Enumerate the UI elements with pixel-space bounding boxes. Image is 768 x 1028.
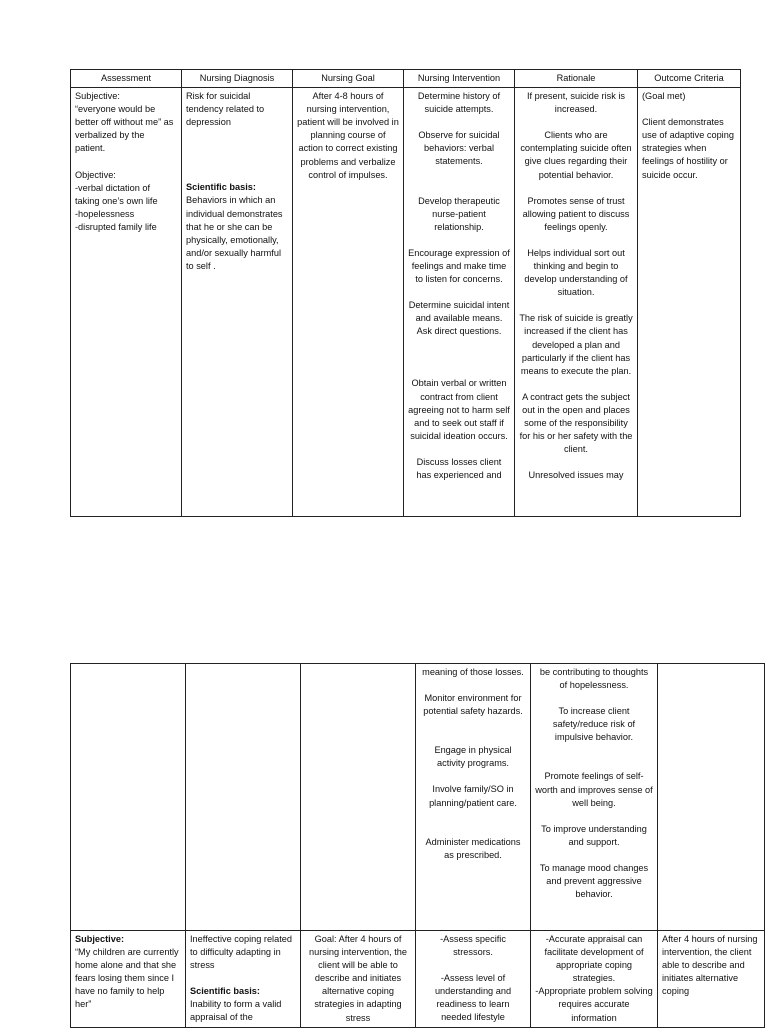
goal-text: Goal: After 4 hours of nursing intervention, the client will be able to describe and initiates alternative coping strategies in adapting stress bbox=[308, 934, 408, 1023]
header-rationale: Rationale bbox=[515, 70, 638, 88]
goal-cell bbox=[293, 88, 404, 517]
header-outcome-criteria: Outcome Criteria bbox=[638, 70, 741, 88]
intervention-item: Discuss losses client has experienced and bbox=[416, 456, 502, 480]
rationale-item: be contributing to thoughts of hopelessness. bbox=[539, 667, 649, 691]
header-nursing-diagnosis: Nursing Diagnosis bbox=[182, 70, 293, 88]
diagnosis-text: Ineffective coping related to difficulty adapting in stress bbox=[190, 934, 292, 971]
subjective-text: “everyone would be better off without me” as verbalized by the patient. bbox=[75, 104, 174, 154]
rationale-item: Promote feelings of self-worth and improves sense of well being. bbox=[535, 771, 653, 808]
intervention-item: meaning of those losses. bbox=[422, 667, 524, 677]
table-row bbox=[71, 88, 741, 517]
rationale-cell bbox=[531, 664, 658, 931]
table-row bbox=[71, 664, 765, 931]
outcome-status: (Goal met) bbox=[642, 91, 686, 102]
header-nursing-goal: Nursing Goal bbox=[293, 70, 404, 88]
intervention-item: Encourage expression of feelings and make time to listen for concerns. bbox=[408, 247, 510, 285]
scientific-basis-label: Scientific basis: bbox=[186, 182, 256, 193]
rationale-item: Helps individual sort out thinking and begin to develop understanding of situation. bbox=[524, 247, 628, 298]
rationale-item: The risk of suicide is greatly increased if the client has developed a plan and particularly if the client has means to execute the plan. bbox=[519, 313, 633, 376]
rationale-cell bbox=[531, 931, 658, 1028]
objective-item: -verbal dictation of taking one’s own life bbox=[75, 182, 158, 206]
header-nursing-intervention: Nursing Intervention bbox=[404, 70, 515, 88]
assessment-cell bbox=[71, 664, 186, 931]
goal-cell bbox=[301, 664, 416, 931]
rationale-item: A contract gets the subject out in the open and places some of the responsibility for his or her safety with the client. bbox=[519, 391, 633, 455]
intervention-cell bbox=[416, 931, 531, 1028]
diagnosis-cell bbox=[182, 88, 293, 517]
rationale-item: Promotes sense of trust allowing patient to discuss feelings openly. bbox=[522, 195, 630, 232]
objective-item: -hopelessness bbox=[75, 208, 135, 219]
rationale-item: -Accurate appraisal can facilitate development of appropriate coping strategies. bbox=[544, 934, 644, 984]
intervention-item: Observe for suicidal behaviors: verbal statements. bbox=[418, 130, 500, 167]
rationale-item: Unresolved issues may bbox=[528, 470, 624, 481]
outcome-text: Client demonstrates use of adaptive coping strategies when feelings of hostility or suicide occur. bbox=[642, 117, 734, 180]
intervention-item: Determine history of suicide attempts. bbox=[417, 91, 501, 115]
rationale-item: To increase client safety/reduce risk of impulsive behavior. bbox=[552, 706, 636, 743]
intervention-cell bbox=[404, 88, 515, 517]
rationale-item: Clients who are contemplating suicide often give clues regarding their potential behavior. bbox=[520, 130, 632, 180]
intervention-item: -Assess level of understanding and readiness to learn needed lifestyle bbox=[434, 973, 512, 1023]
intervention-item: Involve family/SO in planning/patient care. bbox=[429, 784, 517, 808]
outcome-cell bbox=[638, 88, 741, 517]
scientific-basis-text: Inability to form a valid appraisal of the bbox=[190, 999, 282, 1023]
diagnosis-text: Risk for suicidal tendency related to depression bbox=[186, 91, 265, 128]
subjective-label: Subjective: bbox=[75, 91, 120, 102]
subjective-text: “My children are currently home alone and that she fears losing them since I have no family to help her” bbox=[75, 947, 179, 1010]
intervention-item: Determine suicidal intent and available means. Ask direct questions. bbox=[408, 300, 510, 337]
assessment-cell bbox=[71, 88, 182, 517]
intervention-cell bbox=[416, 664, 531, 931]
nursing-care-plan-table-continued bbox=[70, 663, 765, 1028]
nursing-care-plan-table bbox=[70, 69, 741, 517]
objective-label: Objective: bbox=[75, 169, 116, 180]
rationale-item: If present, suicide risk is increased. bbox=[526, 91, 626, 115]
intervention-item: Engage in physical activity programs. bbox=[434, 745, 512, 769]
subjective-label: Subjective: bbox=[75, 934, 125, 944]
scientific-basis-label: Scientific basis: bbox=[190, 986, 260, 997]
intervention-item: Obtain verbal or written contract from client agreeing not to harm self and to seek out staff if suicidal ideation occurs. bbox=[408, 378, 510, 441]
intervention-item: Administer medications as prescribed. bbox=[425, 836, 521, 860]
intervention-item: Monitor environment for potential safety hazards. bbox=[423, 693, 523, 717]
header-row bbox=[71, 70, 741, 88]
diagnosis-cell bbox=[186, 931, 301, 1028]
scientific-basis-text: Behaviors in which an individual demonstrates that he or she can be physically, emotionally, and/or sexually harmful to self . bbox=[186, 195, 283, 271]
rationale-cell bbox=[515, 88, 638, 517]
outcome-cell bbox=[658, 931, 765, 1028]
care-plan-table-page-2 bbox=[70, 663, 758, 1028]
header-assessment: Assessment bbox=[71, 70, 182, 88]
intervention-item: Develop therapeutic nurse-patient relationship. bbox=[418, 195, 500, 232]
goal-cell bbox=[301, 931, 416, 1028]
objective-item: -disrupted family life bbox=[75, 221, 157, 232]
rationale-item: To manage mood changes and prevent aggressive behavior. bbox=[539, 862, 649, 900]
goal-text: After 4-8 hours of nursing intervention, patient will be involved in planning course of action to correct existing problems and verbalize control of impulses. bbox=[297, 91, 399, 180]
rationale-item: To improve understanding and support. bbox=[541, 823, 647, 847]
outcome-cell bbox=[658, 664, 765, 931]
care-plan-table-page-1 bbox=[70, 69, 734, 517]
outcome-text: After 4 hours of nursing intervention, the client able to describe and initiates alternative coping bbox=[662, 934, 758, 997]
assessment-cell bbox=[71, 931, 186, 1028]
intervention-item: -Assess specific stressors. bbox=[440, 934, 506, 958]
diagnosis-cell bbox=[186, 664, 301, 931]
table-row bbox=[71, 931, 765, 1028]
rationale-item: -Appropriate problem solving requires accurate information bbox=[535, 986, 653, 1023]
